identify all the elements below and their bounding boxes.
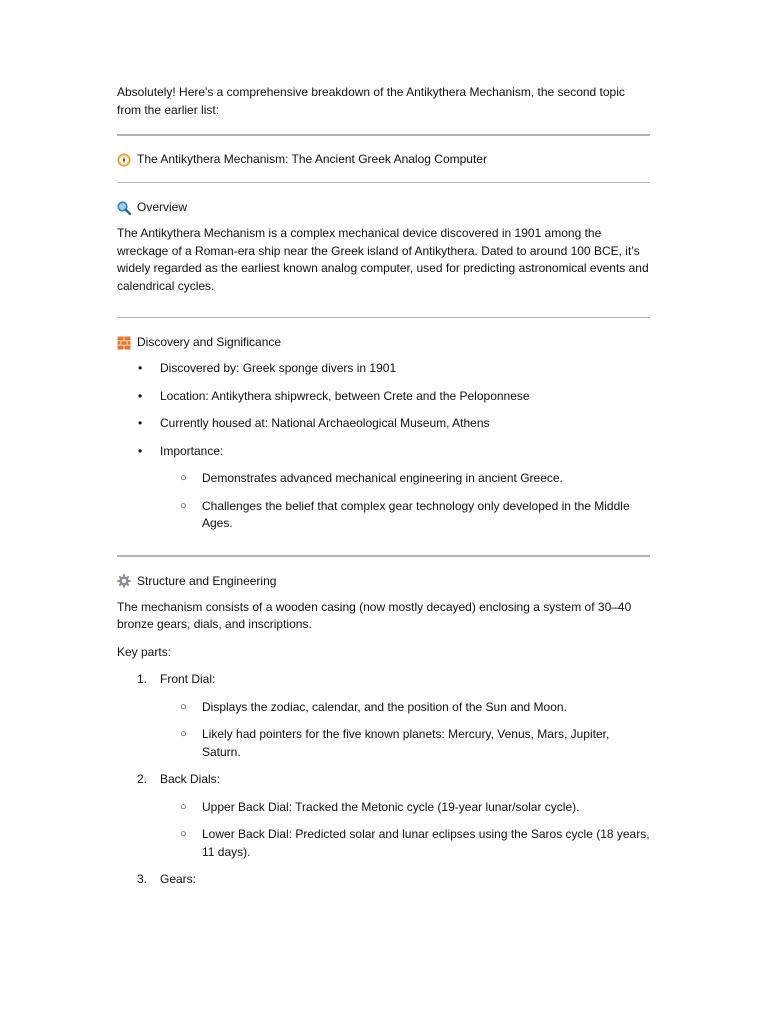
- numbered-item-text: Gears:: [160, 872, 197, 886]
- document-page: [117, 84, 650, 889]
- sub-list-item-text: Lower Back Dial: Predicted solar and lunar eclipses using the Saros cycle (18 years, 11 days).: [202, 827, 650, 859]
- item-number: 2.: [137, 772, 148, 786]
- list-item: [117, 443, 650, 461]
- structure-paragraph: The mechanism consists of a wooden casing (now mostly decayed) enclosing a system of 30–40 bronze gears, dials, and inscriptions.: [117, 599, 632, 631]
- sub-bullet-mark: ○: [180, 700, 187, 713]
- list-item: [117, 360, 650, 378]
- gear-icon: [117, 574, 131, 588]
- structure-heading: [117, 573, 650, 590]
- numbered-item-text: Front Dial:: [160, 672, 216, 686]
- list-item-text: Discovered by: Greek sponge divers in 1901: [160, 361, 397, 375]
- sub-list-item-text: Challenges the belief that complex gear technology only developed in the Middle Ages.: [202, 498, 630, 530]
- numbered-item: [117, 671, 650, 689]
- list-item-text: Importance:: [160, 443, 224, 458]
- overview-paragraph: The Antikythera Mechanism is a complex mechanical device discovered in 1901 among the wreckage of a Roman-era ship near the Greek island of Antikythera. Dated to around 100 BCE, it’s widely regarded as the earliest known analog computer, used for predicting astronomical events and calendrical cycles.: [117, 226, 649, 293]
- sub-list-item-text: Upper Back Dial: Tracked the Metonic cycle (19-year lunar/solar cycle).: [202, 799, 580, 814]
- intro-paragraph: Absolutely! Here's a comprehensive breakdown of the Antikythera Mechanism, the second topic from the earlier list:: [117, 85, 625, 117]
- item-number: 1.: [137, 672, 148, 686]
- brick-icon: [117, 336, 131, 350]
- list-item-text: Currently housed at: National Archaeological Museum, Athens: [160, 416, 490, 430]
- divider: [117, 317, 650, 318]
- list-item: [117, 415, 650, 433]
- sub-list-item: [117, 699, 650, 717]
- sub-list-item: [117, 826, 650, 861]
- sub-list-item: [117, 498, 650, 533]
- overview-heading: [117, 199, 650, 216]
- sub-bullet-mark: ○: [180, 499, 187, 512]
- sub-bullet-mark: ○: [180, 728, 187, 740]
- bullet-mark: •: [138, 361, 143, 375]
- compass-icon: [117, 153, 131, 167]
- discovery-list: [117, 360, 650, 533]
- sub-list-item-text: Demonstrates advanced mechanical engineering in ancient Greece.: [202, 471, 563, 485]
- key-parts-list: [117, 671, 650, 889]
- overview-heading-text: Overview: [137, 200, 188, 214]
- divider: [117, 134, 650, 136]
- list-item: [117, 388, 650, 406]
- discovery-heading-text: Discovery and Significance: [137, 335, 282, 349]
- title-heading: [117, 151, 650, 168]
- key-parts-label: Key parts:: [117, 644, 172, 659]
- discovery-heading: [117, 334, 650, 351]
- numbered-item: [117, 871, 650, 889]
- list-item-text: Location: Antikythera shipwreck, between Crete and the Peloponnese: [160, 388, 530, 403]
- sub-bullet-mark: ○: [180, 472, 187, 484]
- sub-list-item-text: Displays the zodiac, calendar, and the position of the Sun and Moon.: [202, 699, 567, 714]
- item-number: 3.: [137, 872, 148, 886]
- divider: [117, 182, 650, 183]
- title-heading-text: The Antikythera Mechanism: The Ancient Greek Analog Computer: [137, 152, 487, 166]
- divider: [117, 555, 650, 557]
- magnifier-icon: [117, 201, 131, 215]
- bullet-mark: •: [138, 388, 143, 403]
- sub-list-item: [117, 799, 650, 817]
- bullet-mark: •: [138, 443, 143, 458]
- sub-list-item-text: Likely had pointers for the five known planets: Mercury, Venus, Mars, Jupiter, Saturn.: [202, 727, 610, 759]
- bullet-mark: •: [138, 416, 143, 430]
- sub-list-item: [117, 470, 650, 488]
- numbered-item-text: Back Dials:: [160, 772, 221, 786]
- structure-heading-text: Structure and Engineering: [137, 573, 277, 588]
- sub-bullet-mark: ○: [180, 800, 187, 813]
- numbered-item: [117, 771, 650, 789]
- sub-list-item: [117, 726, 650, 761]
- sub-bullet-mark: ○: [180, 828, 187, 840]
